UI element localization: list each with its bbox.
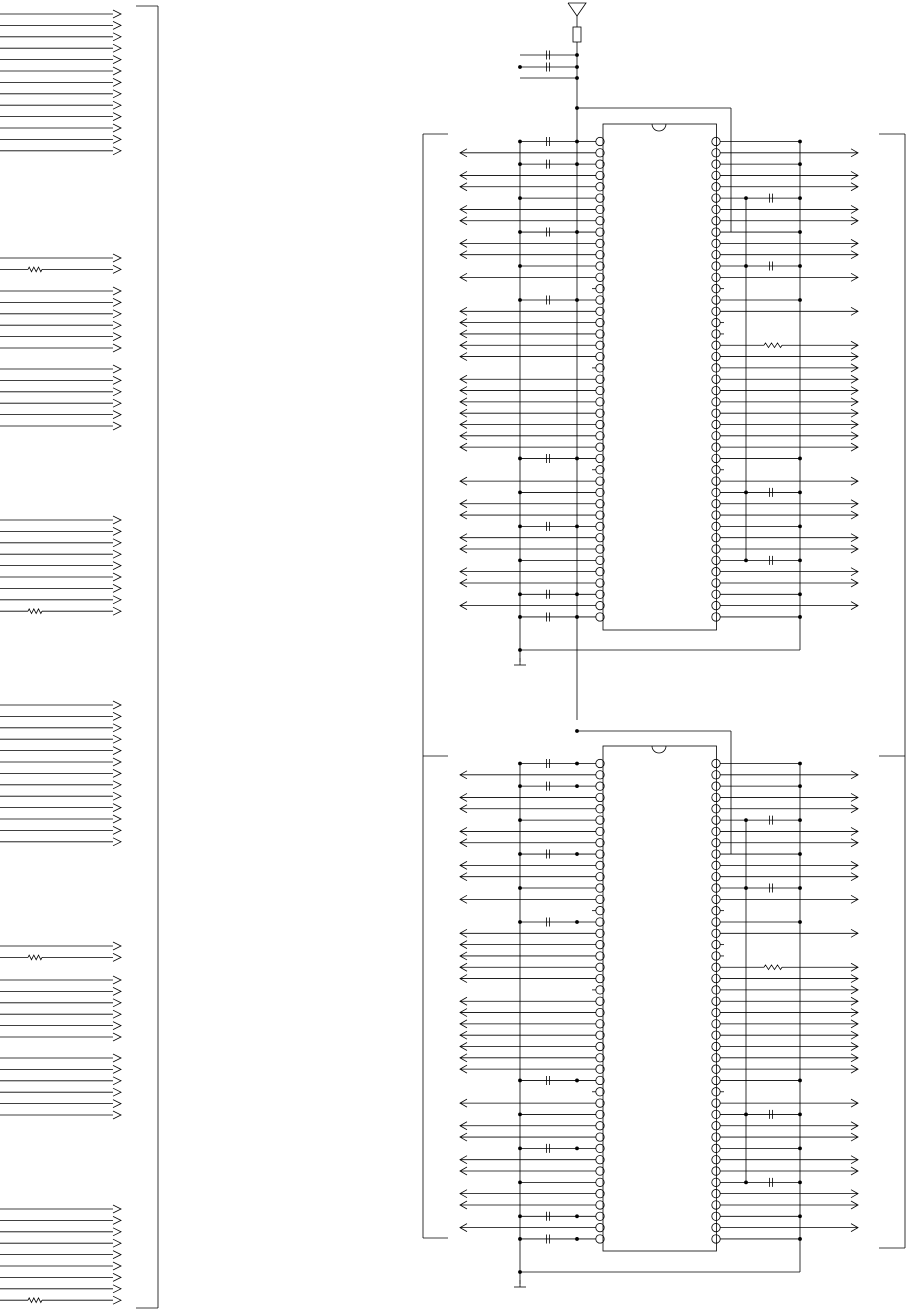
edge-resistor	[28, 609, 42, 614]
edge-connector-arrow	[113, 33, 121, 41]
pin-pad	[712, 1201, 720, 1209]
pin-pad	[712, 782, 720, 790]
edge-connector-arrow	[113, 826, 121, 834]
pin-pad	[712, 160, 720, 168]
edge-connector-arrow	[113, 411, 121, 419]
pin-pad	[712, 1133, 720, 1141]
pin-pad	[712, 443, 720, 451]
pin-pad	[712, 364, 720, 372]
pin-pad	[712, 1189, 720, 1197]
pin-pad	[712, 816, 720, 824]
edge-connector-arrow	[113, 1033, 121, 1041]
edge-connector-arrow	[113, 265, 121, 273]
pin-pad	[712, 1156, 720, 1164]
junction-dot	[798, 1214, 802, 1218]
junction-dot	[744, 1180, 748, 1184]
edge-connector-arrow	[113, 298, 121, 306]
junction-dot	[798, 491, 802, 495]
pin-pad	[712, 1042, 720, 1050]
edge-connector-arrow	[113, 562, 121, 570]
junction-dot	[575, 457, 579, 461]
pin-pad	[712, 579, 720, 587]
edge-connector-arrow	[113, 539, 121, 547]
pin-pad	[712, 534, 720, 542]
edge-connector-arrow	[113, 735, 121, 743]
junction-dot	[518, 1113, 522, 1117]
pin-pad	[712, 1212, 720, 1220]
pin-pad	[712, 805, 720, 813]
junction-dot	[518, 1180, 522, 1184]
junction-dot	[575, 162, 579, 166]
chip-notch	[652, 746, 666, 753]
edge-connector-arrow	[113, 44, 121, 52]
pin-pad	[712, 986, 720, 994]
junction-dot	[575, 784, 579, 788]
pin-pad	[712, 929, 720, 937]
junction-dot	[518, 852, 522, 856]
junction-dot	[798, 162, 802, 166]
edge-connector-arrow	[113, 422, 121, 430]
junction-dot	[518, 230, 522, 234]
pin-pad	[712, 1031, 720, 1039]
pin-pad	[712, 432, 720, 440]
edge-connector-arrow	[113, 953, 121, 961]
junction-dot	[575, 76, 579, 80]
pin-pad	[712, 488, 720, 496]
pin-pad	[712, 545, 720, 553]
junction-dot	[575, 615, 579, 619]
pin-pad	[712, 906, 720, 914]
edge-connector-arrow	[113, 769, 121, 777]
pin-pad	[712, 307, 720, 315]
edge-connector-arrow	[113, 999, 121, 1007]
pin-pad	[712, 420, 720, 428]
pin-pad	[712, 1008, 720, 1016]
pin-pad	[712, 296, 720, 304]
pin-pad	[712, 918, 720, 926]
sdram-chip-body	[603, 124, 717, 630]
edge-connector-arrow	[113, 135, 121, 143]
junction-dot	[798, 852, 802, 856]
junction-dot	[575, 1237, 579, 1241]
edge-connector-arrow	[113, 516, 121, 524]
edge-connector-arrow	[113, 1273, 121, 1281]
junction-dot	[798, 1079, 802, 1083]
junction-dot	[798, 615, 802, 619]
pin-pad	[712, 511, 720, 519]
pin-pad	[712, 1065, 720, 1073]
pin-pad	[712, 454, 720, 462]
pin-pad	[712, 352, 720, 360]
pin-pad	[712, 850, 720, 858]
junction-dot	[518, 65, 522, 69]
junction-dot	[798, 1237, 802, 1241]
pin-pad	[712, 759, 720, 767]
junction-dot	[575, 1214, 579, 1218]
pin-pad	[712, 952, 720, 960]
edge-connector-arrow	[113, 344, 121, 352]
pin-pad	[712, 884, 720, 892]
junction-dot	[798, 264, 802, 268]
pin-pad	[712, 861, 720, 869]
edge-resistor	[28, 1298, 42, 1303]
junction-dot	[744, 491, 748, 495]
pin-pad	[712, 1178, 720, 1186]
pin-pad	[712, 149, 720, 157]
edge-connector-arrow	[113, 1022, 121, 1030]
chip-notch	[652, 124, 666, 131]
edge-connector-arrow	[113, 976, 121, 984]
junction-dot	[575, 53, 579, 57]
pin-pad	[712, 997, 720, 1005]
edge-connector-arrow	[113, 1296, 121, 1304]
junction-dot	[518, 558, 522, 562]
junction-dot	[518, 1270, 522, 1274]
supply-arrow-symbol	[568, 3, 586, 16]
junction-dot	[798, 920, 802, 924]
edge-connector-arrow	[113, 365, 121, 373]
junction-dot	[798, 784, 802, 788]
junction-dot	[798, 298, 802, 302]
pin-pad	[712, 613, 720, 621]
pin-pad	[712, 771, 720, 779]
junction-dot	[518, 648, 522, 652]
pin-pad	[712, 895, 720, 903]
junction-dot	[518, 818, 522, 822]
junction-dot	[518, 762, 522, 766]
edge-connector-arrow	[113, 1111, 121, 1119]
edge-connector-arrow	[113, 607, 121, 615]
ferrite-bead-symbol	[573, 27, 581, 42]
clock-resistor	[764, 343, 782, 348]
junction-dot	[744, 886, 748, 890]
junction-dot	[518, 457, 522, 461]
junction-dot	[798, 230, 802, 234]
junction-dot	[798, 1146, 802, 1150]
pin-pad	[712, 793, 720, 801]
edge-connector-arrow	[113, 838, 121, 846]
junction-dot	[518, 784, 522, 788]
edge-connector-arrow	[113, 724, 121, 732]
pin-pad	[712, 341, 720, 349]
junction-dot	[798, 592, 802, 596]
edge-connector-arrow	[113, 1285, 121, 1293]
edge-connector-arrow	[113, 1262, 121, 1270]
pin-pad	[712, 963, 720, 971]
junction-dot	[575, 140, 579, 144]
pin-pad	[712, 567, 720, 575]
edge-connector-arrow	[113, 321, 121, 329]
junction-dot	[798, 457, 802, 461]
junction-dot	[575, 920, 579, 924]
junction-dot	[518, 491, 522, 495]
pin-pad	[712, 1223, 720, 1231]
junction-dot	[744, 196, 748, 200]
edge-connector-arrow	[113, 21, 121, 29]
edge-connector-arrow	[113, 815, 121, 823]
edge-connector-arrow	[113, 254, 121, 262]
edge-connector-arrow	[113, 399, 121, 407]
edge-connector-arrow	[113, 792, 121, 800]
edge-connector-arrow	[113, 78, 121, 86]
pin-pad	[712, 590, 720, 598]
pin-pad	[712, 556, 720, 564]
pin-pad	[712, 1099, 720, 1107]
junction-dot	[798, 886, 802, 890]
pin-pad	[712, 827, 720, 835]
pin-pad	[712, 974, 720, 982]
junction-dot	[575, 762, 579, 766]
pin-pad	[712, 466, 720, 474]
pin-pad	[712, 262, 720, 270]
junction-dot	[518, 140, 522, 144]
edge-connector-arrow	[113, 67, 121, 75]
pin-pad	[712, 205, 720, 213]
edge-connector-arrow	[113, 310, 121, 318]
junction-dot	[798, 196, 802, 200]
junction-dot	[744, 558, 748, 562]
edge-connector-arrow	[113, 701, 121, 709]
pin-pad	[712, 375, 720, 383]
edge-connector-arrow	[113, 584, 121, 592]
sdram-chip-body	[603, 746, 717, 1251]
pin-pad	[712, 1076, 720, 1084]
edge-connector-arrow	[113, 758, 121, 766]
junction-dot	[798, 818, 802, 822]
edge-connector-arrow	[113, 1077, 121, 1085]
junction-dot	[518, 196, 522, 200]
junction-dot	[518, 298, 522, 302]
junction-dot	[575, 1146, 579, 1150]
junction-dot	[518, 920, 522, 924]
pin-pad	[712, 940, 720, 948]
junction-dot	[518, 1146, 522, 1150]
edge-resistor	[28, 267, 42, 272]
pin-pad	[712, 251, 720, 259]
edge-connector-arrow	[113, 333, 121, 341]
pin-pad	[712, 1235, 720, 1243]
edge-connector-arrow	[113, 747, 121, 755]
edge-connector-arrow	[113, 550, 121, 558]
junction-dot	[575, 106, 579, 110]
junction-dot	[518, 592, 522, 596]
pin-pad	[712, 522, 720, 530]
junction-dot	[798, 140, 802, 144]
pin-pad	[712, 194, 720, 202]
pin-pad	[712, 1122, 720, 1130]
edge-connector-arrow	[113, 1065, 121, 1073]
junction-dot	[575, 1079, 579, 1083]
clock-resistor	[764, 965, 782, 970]
pin-pad	[712, 839, 720, 847]
edge-connector-arrow	[113, 1251, 121, 1259]
junction-dot	[798, 762, 802, 766]
edge-connector-arrow	[113, 90, 121, 98]
edge-connector-arrow	[113, 56, 121, 64]
pin-pad	[712, 500, 720, 508]
edge-connector-arrow	[113, 1239, 121, 1247]
edge-connector-arrow	[113, 1100, 121, 1108]
edge-connector-arrow	[113, 287, 121, 295]
edge-connector-arrow	[113, 1088, 121, 1096]
pin-pad	[712, 873, 720, 881]
junction-dot	[798, 558, 802, 562]
pin-pad	[712, 398, 720, 406]
edge-connector-arrow	[113, 781, 121, 789]
junction-dot	[744, 264, 748, 268]
edge-connector-arrow	[113, 712, 121, 720]
junction-dot	[518, 264, 522, 268]
pin-pad	[712, 183, 720, 191]
pin-pad	[712, 1144, 720, 1152]
edge-connector-arrow	[113, 147, 121, 155]
edge-connector-arrow	[113, 1010, 121, 1018]
junction-dot	[518, 524, 522, 528]
edge-connector-arrow	[113, 376, 121, 384]
junction-dot	[518, 1237, 522, 1241]
junction-dot	[575, 230, 579, 234]
pin-pad	[712, 273, 720, 281]
edge-connector-arrow	[113, 1205, 121, 1213]
edge-connector-arrow	[113, 987, 121, 995]
edge-connector-arrow	[113, 124, 121, 132]
junction-dot	[575, 524, 579, 528]
junction-dot	[518, 1079, 522, 1083]
pin-pad	[712, 1167, 720, 1175]
edge-connector-arrow	[113, 101, 121, 109]
junction-dot	[798, 1180, 802, 1184]
pin-pad	[712, 477, 720, 485]
junction-dot	[744, 818, 748, 822]
junction-dot	[575, 852, 579, 856]
pin-pad	[712, 1054, 720, 1062]
edge-connector-arrow	[113, 1216, 121, 1224]
edge-connector-arrow	[113, 388, 121, 396]
pin-pad	[712, 1088, 720, 1096]
junction-dot	[518, 886, 522, 890]
junction-dot	[798, 524, 802, 528]
pin-pad	[712, 330, 720, 338]
pin-pad	[712, 318, 720, 326]
edge-connector-arrow	[113, 113, 121, 121]
edge-connector-arrow	[113, 1054, 121, 1062]
junction-dot	[798, 1113, 802, 1117]
pin-pad	[712, 409, 720, 417]
junction-dot	[744, 1113, 748, 1117]
junction-dot	[518, 615, 522, 619]
pin-pad	[712, 1110, 720, 1118]
pin-pad	[712, 386, 720, 394]
junction-dot	[575, 298, 579, 302]
edge-connector-arrow	[113, 1228, 121, 1236]
pin-pad	[712, 601, 720, 609]
junction-dot	[575, 65, 579, 69]
edge-connector-arrow	[113, 596, 121, 604]
junction-dot	[575, 592, 579, 596]
edge-resistor	[28, 955, 42, 960]
junction-dot	[575, 729, 579, 733]
pin-pad	[712, 1020, 720, 1028]
pin-pad	[712, 217, 720, 225]
pin-pad	[712, 239, 720, 247]
junction-dot	[518, 162, 522, 166]
edge-connector-arrow	[113, 942, 121, 950]
pin-pad	[712, 284, 720, 292]
junction-dot	[518, 1214, 522, 1218]
pin-pad	[712, 137, 720, 145]
pin-pad	[712, 171, 720, 179]
pin-pad	[712, 228, 720, 236]
edge-connector-arrow	[113, 527, 121, 535]
edge-connector-arrow	[113, 10, 121, 18]
edge-connector-arrow	[113, 804, 121, 812]
edge-connector-arrow	[113, 573, 121, 581]
